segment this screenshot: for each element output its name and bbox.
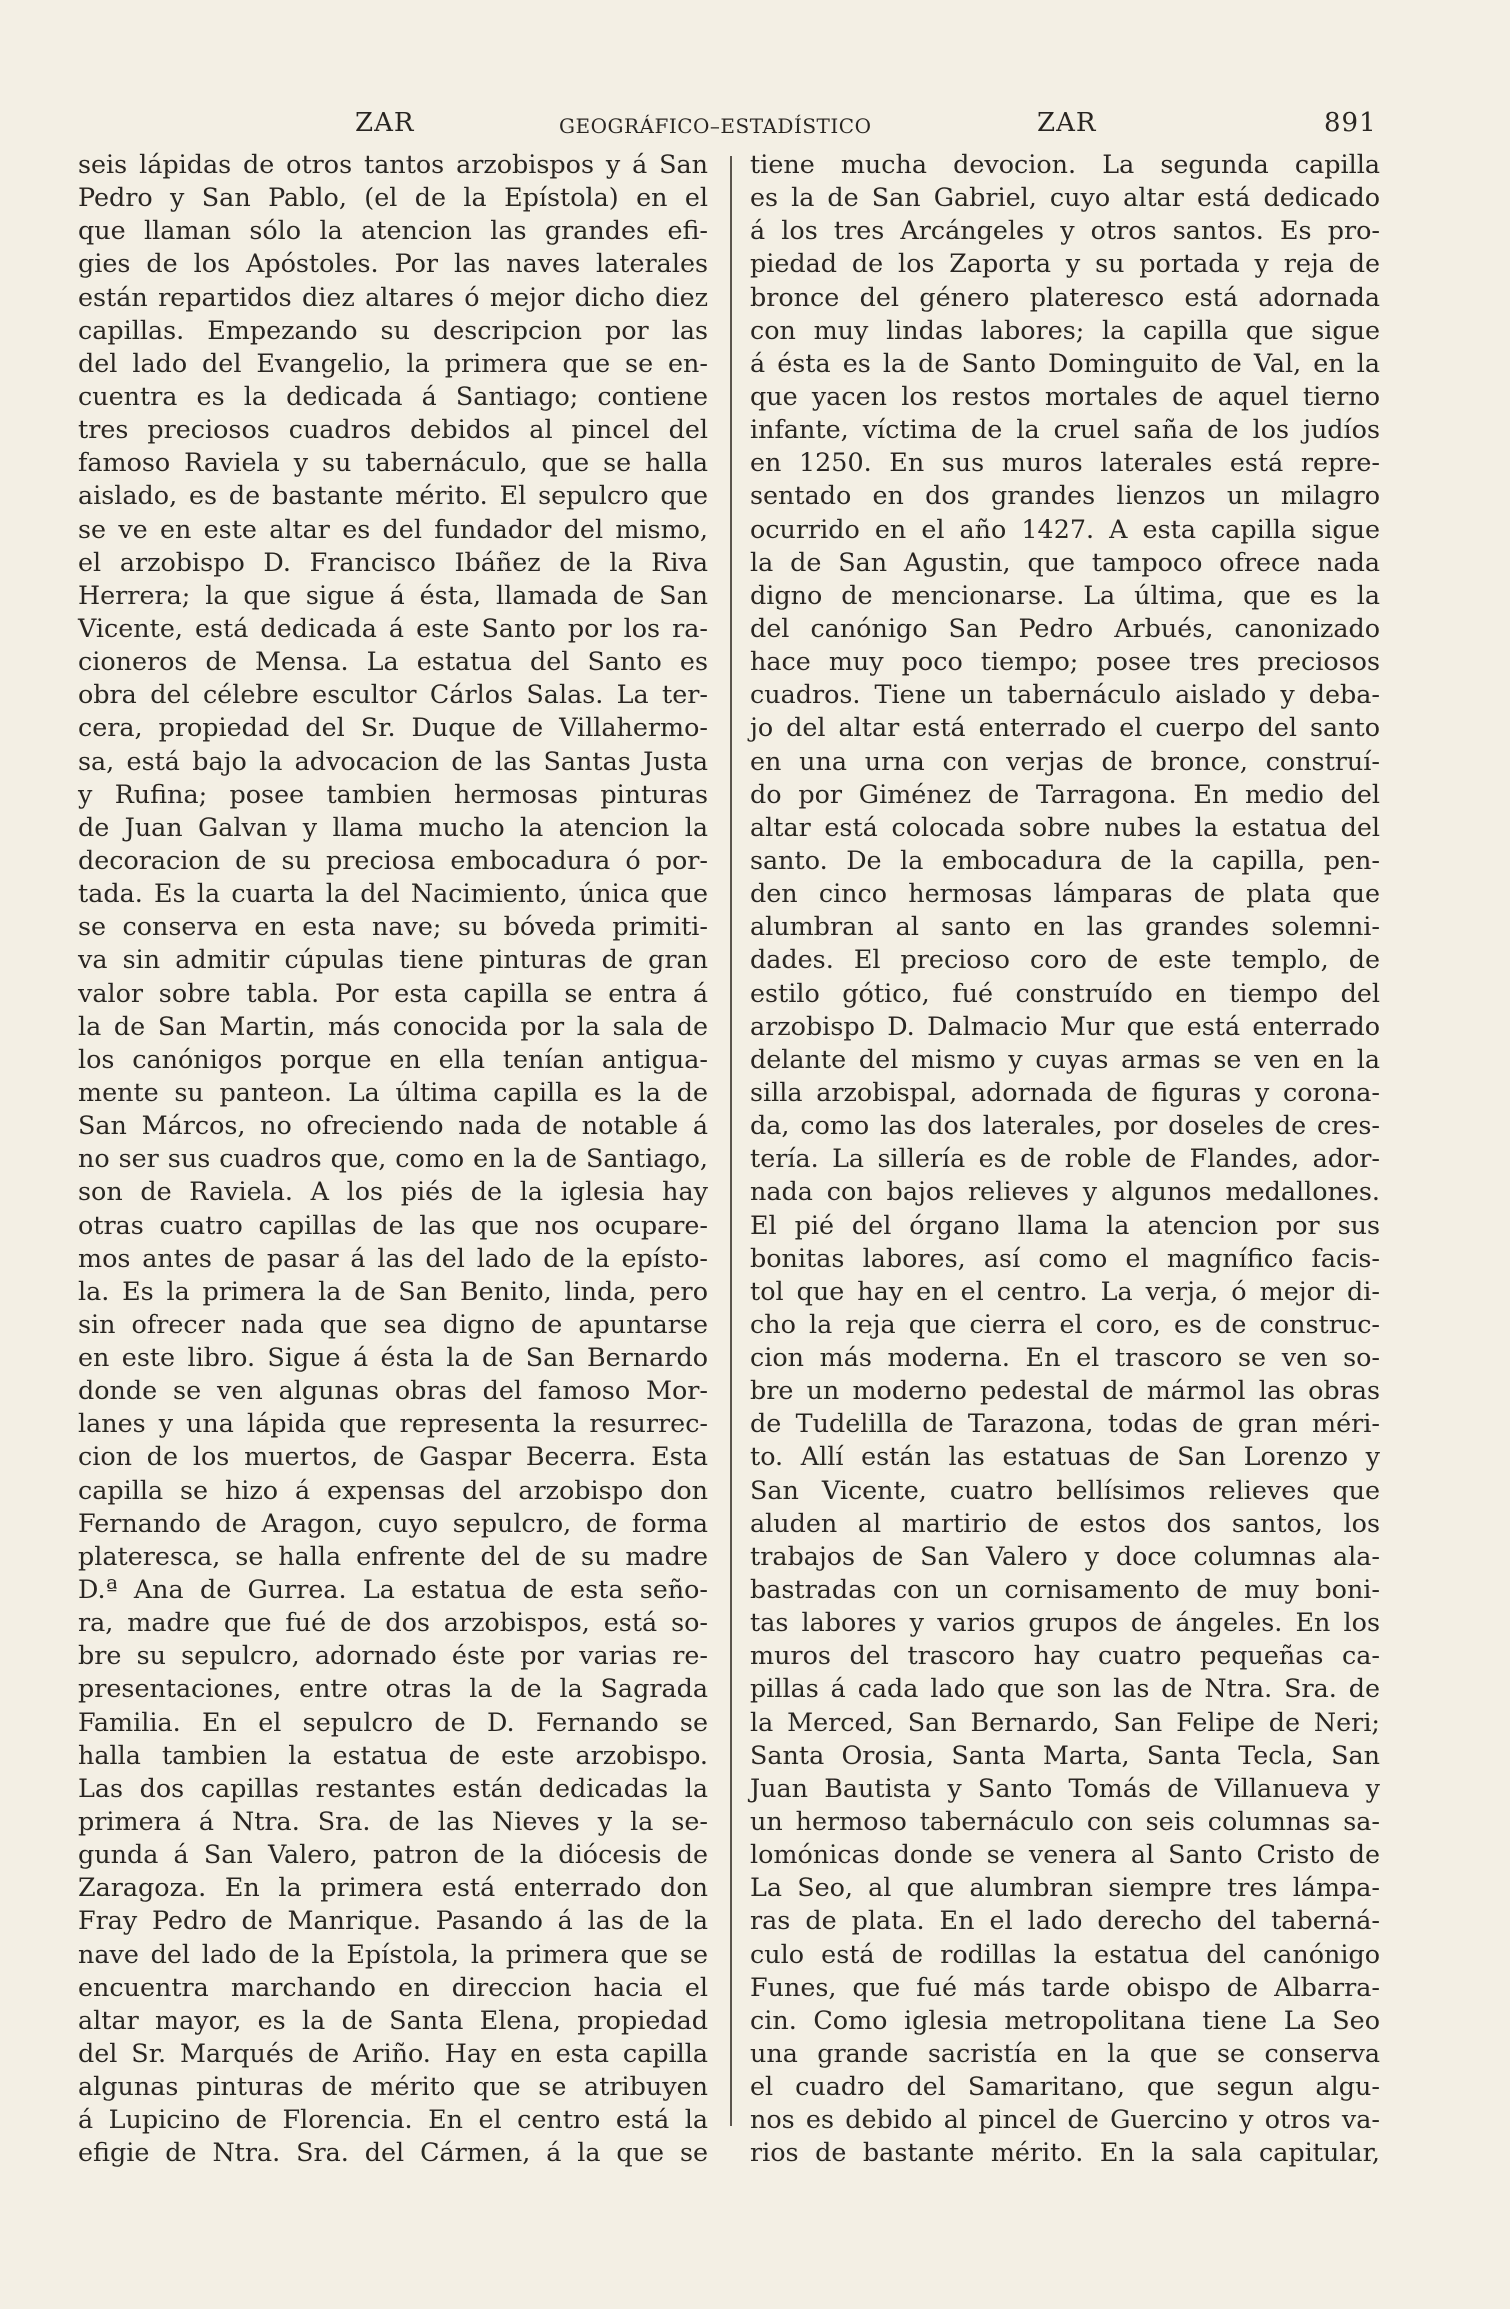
text-line: cioneros de Mensa. La estatua del Santo es (78, 646, 708, 677)
text-line: otras cuatro capillas de las que nos ocupare- (78, 1209, 708, 1240)
text-line: piedad de los Zaporta y su portada y reja de (750, 248, 1380, 279)
text-line: cion de los muertos, de Gaspar Becerra. Esta (78, 1441, 708, 1472)
text-line: culo está de rodillas la estatua del canónigo (750, 1938, 1380, 1969)
text-line: cuadros. Tiene un tabernáculo aislado y deba- (750, 679, 1380, 710)
text-line: encuentra marchando en direccion hacia el (78, 1971, 708, 2002)
text-line: valor sobre tabla. Por esta capilla se entra á (78, 977, 708, 1008)
text-line: en una urna con verjas de bronce, construí- (750, 745, 1380, 776)
text-line: decoracion de su preciosa embocadura ó por- (78, 844, 708, 875)
right-text-column (750, 148, 1380, 2170)
text-line: cin. Como iglesia metropolitana tiene La Seo (750, 2004, 1380, 2035)
text-line: dades. El precioso coro de este templo, de (750, 944, 1380, 975)
text-line: capillas. Empezando su descripcion por las (78, 314, 708, 345)
text-line: la Merced, San Bernardo, San Felipe de Neri; (750, 1706, 1380, 1737)
text-line: bastradas con un cornisamento de muy boni- (750, 1574, 1380, 1605)
text-line: primera á Ntra. Sra. de las Nieves y la se- (78, 1806, 708, 1837)
text-line: no ser sus cuadros que, como en la de Santiago, (78, 1143, 708, 1174)
text-line: nada con bajos relieves y algunos medallones. (750, 1176, 1380, 1207)
text-line: halla tambien la estatua de este arzobispo. (78, 1739, 708, 1770)
text-line: va sin admitir cúpulas tiene pinturas de gran (78, 944, 708, 975)
text-line: altar está colocada sobre nubes la estatua del (750, 811, 1380, 842)
text-line: presentaciones, entre otras la de la Sagrada (78, 1673, 708, 1704)
text-line: una grande sacristía en la que se conserva (750, 2038, 1380, 2069)
text-line: con muy lindas labores; la capilla que sigue (750, 314, 1380, 345)
text-line: donde se ven algunas obras del famoso Mor- (78, 1375, 708, 1406)
text-line: á los tres Arcángeles y otros santos. Es pro- (750, 215, 1380, 246)
text-line: La Seo, al que alumbran siempre tres lámpa- (750, 1872, 1380, 1903)
text-line: en 1250. En sus muros laterales está repre- (750, 447, 1380, 478)
text-line: que llaman sólo la atencion las grandes efi- (78, 215, 708, 246)
text-line: lomónicas donde se venera al Santo Cristo de (750, 1839, 1380, 1870)
text-line: da, como las dos laterales, por doseles de cres- (750, 1110, 1380, 1141)
text-line: tería. La sillería es de roble de Flandes, ador- (750, 1143, 1380, 1174)
text-line: hace muy poco tiempo; posee tres preciosos (750, 646, 1380, 677)
text-line: de Juan Galvan y llama mucho la atencion la (78, 811, 708, 842)
text-line: se ve en este altar es del fundador del mismo, (78, 513, 708, 544)
text-line: nos es debido al pincel de Guercino y otros va- (750, 2104, 1380, 2135)
text-line: la. Es la primera la de San Benito, linda, pero (78, 1275, 708, 1306)
text-line: den cinco hermosas lámparas de plata que (750, 878, 1380, 909)
text-line: Zaragoza. En la primera está enterrado don (78, 1872, 708, 1903)
text-line: trabajos de San Valero y doce columnas ala- (750, 1540, 1380, 1571)
header-entry-left: ZAR (355, 108, 415, 138)
text-line: cera, propiedad del Sr. Duque de Villahermo- (78, 712, 708, 743)
text-line: D.ª Ana de Gurrea. La estatua de esta seño- (78, 1574, 708, 1605)
text-line: to. Allí están las estatuas de San Lorenzo y (750, 1441, 1380, 1472)
text-line: lanes y una lápida que representa la resurrec- (78, 1408, 708, 1439)
text-line: es la de San Gabriel, cuyo altar está dedicado (750, 182, 1380, 213)
text-line: el arzobispo D. Francisco Ibáñez de la Riva (78, 546, 708, 577)
text-line: del canónigo San Pedro Arbués, canonizado (750, 612, 1380, 643)
text-line: El pié del órgano llama la atencion por sus (750, 1209, 1380, 1240)
text-line: mente su panteon. La última capilla es la de (78, 1076, 708, 1107)
text-line: tres preciosos cuadros debidos al pincel del (78, 414, 708, 445)
text-line: sin ofrecer nada que sea digno de apuntarse (78, 1308, 708, 1339)
text-line: tiene mucha devocion. La segunda capilla (750, 149, 1380, 179)
text-line: plateresca, se halla enfrente del de su madre (78, 1540, 708, 1571)
text-line: infante, víctima de la cruel saña de los judíos (750, 414, 1380, 445)
text-line: gies de los Apóstoles. Por las naves laterales (78, 248, 708, 279)
text-line: la de San Agustin, que tampoco ofrece nada (750, 546, 1380, 577)
text-line: bonitas labores, así como el magnífico facis- (750, 1242, 1380, 1273)
text-line: ra, madre que fué de dos arzobispos, está so- (78, 1607, 708, 1638)
text-line: la de San Martin, más conocida por la sala de (78, 1010, 708, 1041)
text-line: jo del altar está enterrado el cuerpo del santo (750, 712, 1380, 743)
text-line: sa, está bajo la advocacion de las Santas Justa (78, 745, 708, 776)
text-line: aluden al martirio de estos dos santos, los (750, 1507, 1380, 1538)
text-line: bre su sepulcro, adornado éste por varias re- (78, 1640, 708, 1671)
left-text-column (78, 148, 708, 2170)
text-line: San Vicente, cuatro bellísimos relieves que (750, 1474, 1380, 1505)
text-line: Herrera; la que sigue á ésta, llamada de San (78, 579, 708, 610)
text-line: obra del célebre escultor Cárlos Salas. La ter- (78, 679, 708, 710)
text-line: que yacen los restos mortales de aquel tierno (750, 380, 1380, 411)
text-line: bre un moderno pedestal de mármol las obras (750, 1375, 1380, 1406)
text-line: alumbran al santo en las grandes solemni- (750, 911, 1380, 942)
text-line: estilo gótico, fué construído en tiempo del (750, 977, 1380, 1008)
text-line: Las dos capillas restantes están dedicadas la (78, 1772, 708, 1803)
header-entry-right: ZAR (1037, 108, 1097, 138)
text-line: seis lápidas de otros tantos arzobispos y á San (78, 149, 708, 179)
text-line: Juan Bautista y Santo Tomás de Villanueva y (750, 1772, 1380, 1803)
text-line: los canónigos porque en ella tenían antigua- (78, 1043, 708, 1074)
text-line: Santa Orosia, Santa Marta, Santa Tecla, San (750, 1739, 1380, 1770)
text-line: á Lupicino de Florencia. En el centro está la (78, 2104, 708, 2135)
text-line: mos antes de pasar á las del lado de la epísto- (78, 1242, 708, 1273)
text-line: nave del lado de la Epístola, la primera que se (78, 1938, 708, 1969)
page-number: 891 (1324, 108, 1377, 138)
text-line: sentado en dos grandes lienzos un milagro (750, 480, 1380, 511)
text-line: cho la reja que cierra el coro, es de construc- (750, 1308, 1380, 1339)
text-line: aislado, es de bastante mérito. El sepulcro que (78, 480, 708, 511)
text-line: santo. De la embocadura de la capilla, pen- (750, 844, 1380, 875)
text-line: se conserva en esta nave; su bóveda primiti- (78, 911, 708, 942)
text-line: un hermoso tabernáculo con seis columnas sa- (750, 1806, 1380, 1837)
text-line: capilla se hizo á expensas del arzobispo don (78, 1474, 708, 1505)
text-line: efigie de Ntra. Sra. del Cármen, á la que se (78, 2137, 708, 2168)
text-line: del lado del Evangelio, la primera que se en- (78, 347, 708, 378)
text-line: Fernando de Aragon, cuyo sepulcro, de forma (78, 1507, 708, 1538)
running-header (74, 108, 1384, 144)
text-line: rios de bastante mérito. En la sala capitular, (750, 2137, 1380, 2168)
column-divider (730, 156, 732, 2126)
text-line: do por Giménez de Tarragona. En medio del (750, 778, 1380, 809)
text-line: Pedro y San Pablo, (el de la Epístola) en el (78, 182, 708, 213)
text-line: ocurrido en el año 1427. A esta capilla sigue (750, 513, 1380, 544)
text-line: Vicente, está dedicada á este Santo por los ra- (78, 612, 708, 643)
text-line: altar mayor, es la de Santa Elena, propiedad (78, 2004, 708, 2035)
text-line: en este libro. Sigue á ésta la de San Bernardo (78, 1342, 708, 1373)
text-line: Familia. En el sepulcro de D. Fernando se (78, 1706, 708, 1737)
text-line: cion más moderna. En el trascoro se ven so- (750, 1342, 1380, 1373)
text-line: están repartidos diez altares ó mejor dicho diez (78, 281, 708, 312)
text-line: del Sr. Marqués de Ariño. Hay en esta capilla (78, 2038, 708, 2069)
text-line: San Márcos, no ofreciendo nada de notable á (78, 1110, 708, 1141)
text-line: tol que hay en el centro. La verja, ó mejor di- (750, 1275, 1380, 1306)
text-line: cuentra es la dedicada á Santiago; contiene (78, 380, 708, 411)
text-line: son de Raviela. A los piés de la iglesia hay (78, 1176, 708, 1207)
text-line: el cuadro del Samaritano, que segun algu- (750, 2071, 1380, 2102)
text-line: digno de mencionarse. La última, que es la (750, 579, 1380, 610)
text-line: Fray Pedro de Manrique. Pasando á las de la (78, 1905, 708, 1936)
text-line: muros del trascoro hay cuatro pequeñas ca- (750, 1640, 1380, 1671)
text-line: gunda á San Valero, patron de la diócesis de (78, 1839, 708, 1870)
text-line: tada. Es la cuarta la del Nacimiento, única que (78, 878, 708, 909)
text-line: bronce del género plateresco está adornada (750, 281, 1380, 312)
text-line: arzobispo D. Dalmacio Mur que está enterrado (750, 1010, 1380, 1041)
text-line: tas labores y varios grupos de ángeles. En los (750, 1607, 1380, 1638)
text-line: á ésta es la de Santo Dominguito de Val, en la (750, 347, 1380, 378)
text-line: delante del mismo y cuyas armas se ven en la (750, 1043, 1380, 1074)
text-line: ras de plata. En el lado derecho del taberná- (750, 1905, 1380, 1936)
text-line: silla arzobispal, adornada de figuras y corona- (750, 1076, 1380, 1107)
text-line: y Rufina; posee tambien hermosas pinturas (78, 778, 708, 809)
text-line: Funes, que fué más tarde obispo de Albarra- (750, 1971, 1380, 2002)
header-section-title: GEOGRÁFICO–ESTADÍSTICO (559, 114, 872, 138)
text-line: algunas pinturas de mérito que se atribuyen (78, 2071, 708, 2102)
text-line: pillas á cada lado que son las de Ntra. Sra. de (750, 1673, 1380, 1704)
text-line: de Tudelilla de Tarazona, todas de gran méri- (750, 1408, 1380, 1439)
text-line: famoso Raviela y su tabernáculo, que se halla (78, 447, 708, 478)
